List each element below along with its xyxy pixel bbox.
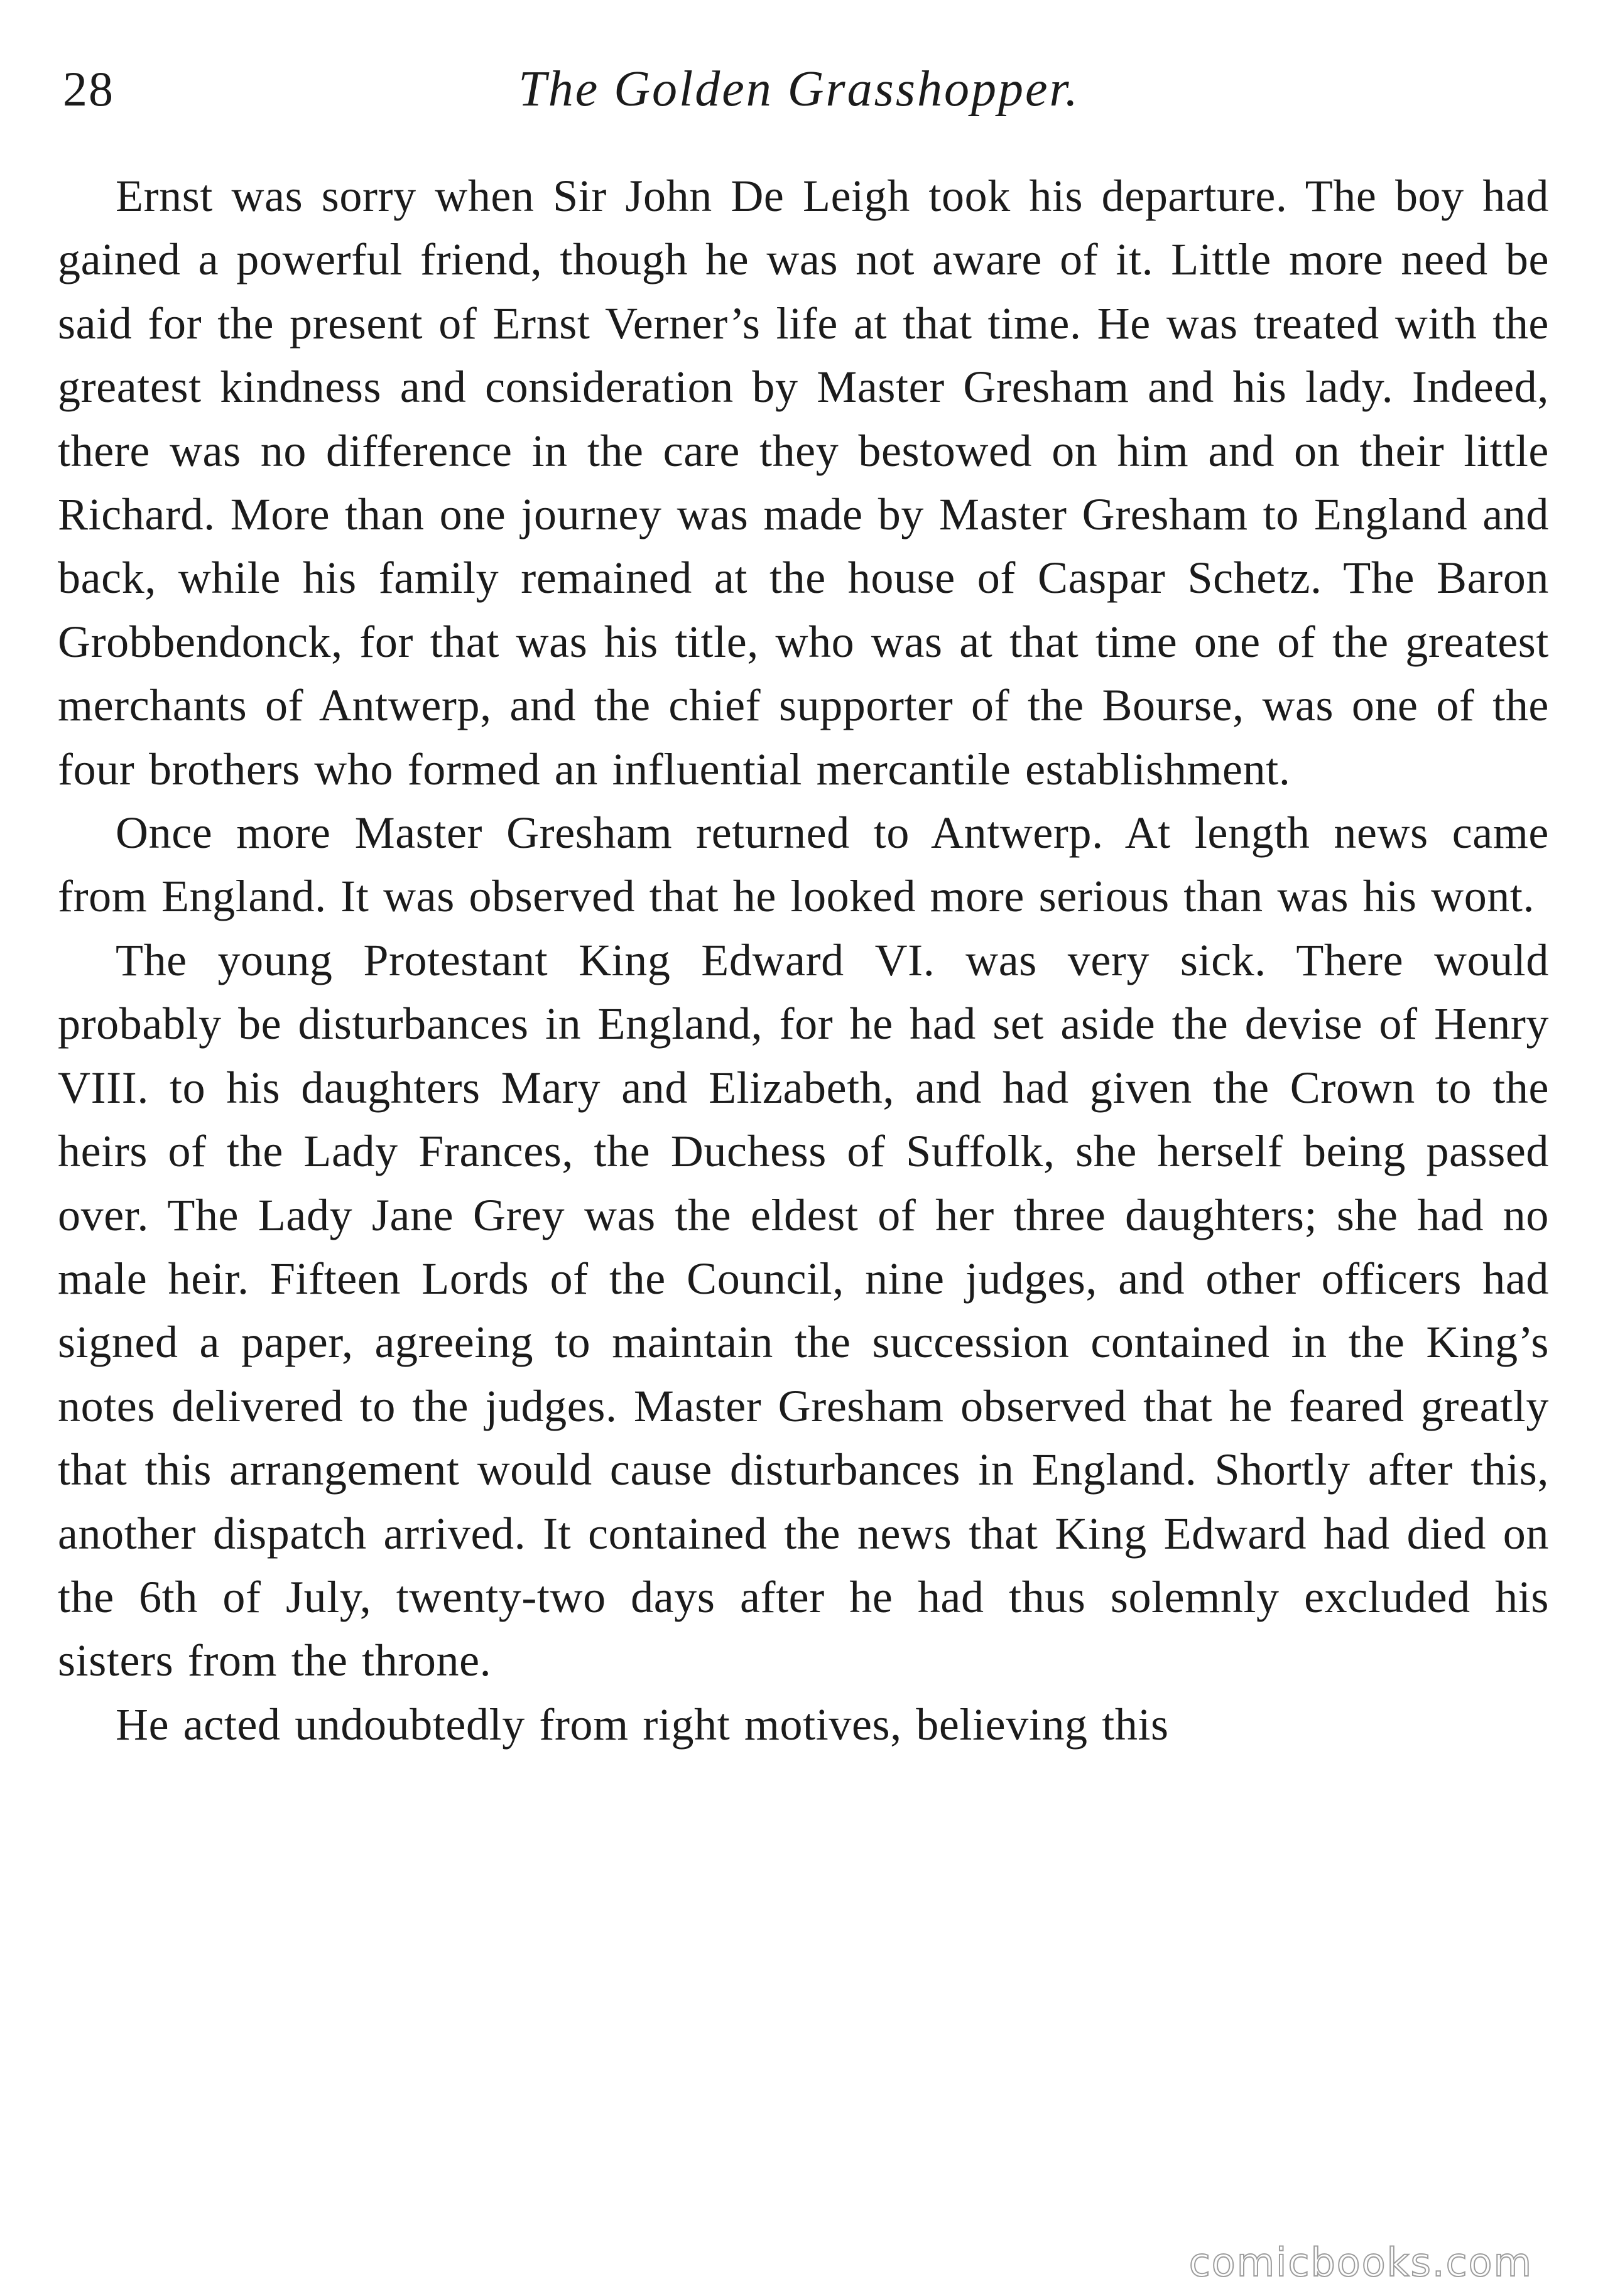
paragraph-2: Once more Master Gresham returned to Antwerp. At length news came from England. It was observed that he looked more serious than was his wont. <box>58 808 1549 922</box>
roman-numeral: VI. <box>874 934 935 985</box>
page-number: 28 <box>63 62 114 116</box>
body-text <box>58 165 1549 1757</box>
running-title: The Golden Grasshopper. <box>518 62 1080 117</box>
paragraph-3-part-1: The young Protestant King Edward <box>116 934 875 985</box>
paragraph-3-part-2: was very sick. There would probably be disturbances in England, for he had set aside the devise of Henry <box>58 934 1549 1049</box>
roman-numeral: VIII. <box>58 1062 149 1113</box>
watermark: comicbooks.com <box>1188 2239 1533 2285</box>
paragraph-3 <box>58 929 1549 1693</box>
paragraph-4: He acted undoubtedly from right motives, believing this <box>116 1699 1169 1750</box>
paragraph-1: Ernst was sorry when Sir John De Leigh took his departure. The boy had gained a powerful friend, though he was not aware of it. Little more need be said for the present of Ernst Verner’s life at that time. He was treated with the greatest kindness and consideration by Master Gresham and his lady. Indeed, there was no difference in the care they bestowed on him and on their little Richard. More than one journey was made by Master Gresham to England and back, while his family remained at the house of Caspar Schetz. The Baron Grobbendonck, for that was his title, who was at that time one of the greatest merchants of Antwerp, and the chief supporter of the Bourse, was one of the four brothers who formed an influential mercantile establishment. <box>58 171 1549 794</box>
paragraph-3-part-3: to his daughters Mary and Elizabeth, and had given the Crown to the heirs of the Lady Frances, the Duchess of Suffolk, she herself being passed over. The Lady Jane Grey was the eldest of her three daughters; she had no male heir. Fifteen Lords of the Council, nine judges, and other officers had signed a paper, agreeing to maintain the succession contained in the King’s notes delivered to the judges. Master Gresham observed that he feared greatly that this arrangement would cause disturbances in England. Shortly after this, another dispatch arrived. It contained the news that King Edward had died on the 6th of July, twenty-two days after he had thus solemnly excluded his sisters from the throne. <box>58 1062 1549 1686</box>
page-header <box>63 58 1535 127</box>
